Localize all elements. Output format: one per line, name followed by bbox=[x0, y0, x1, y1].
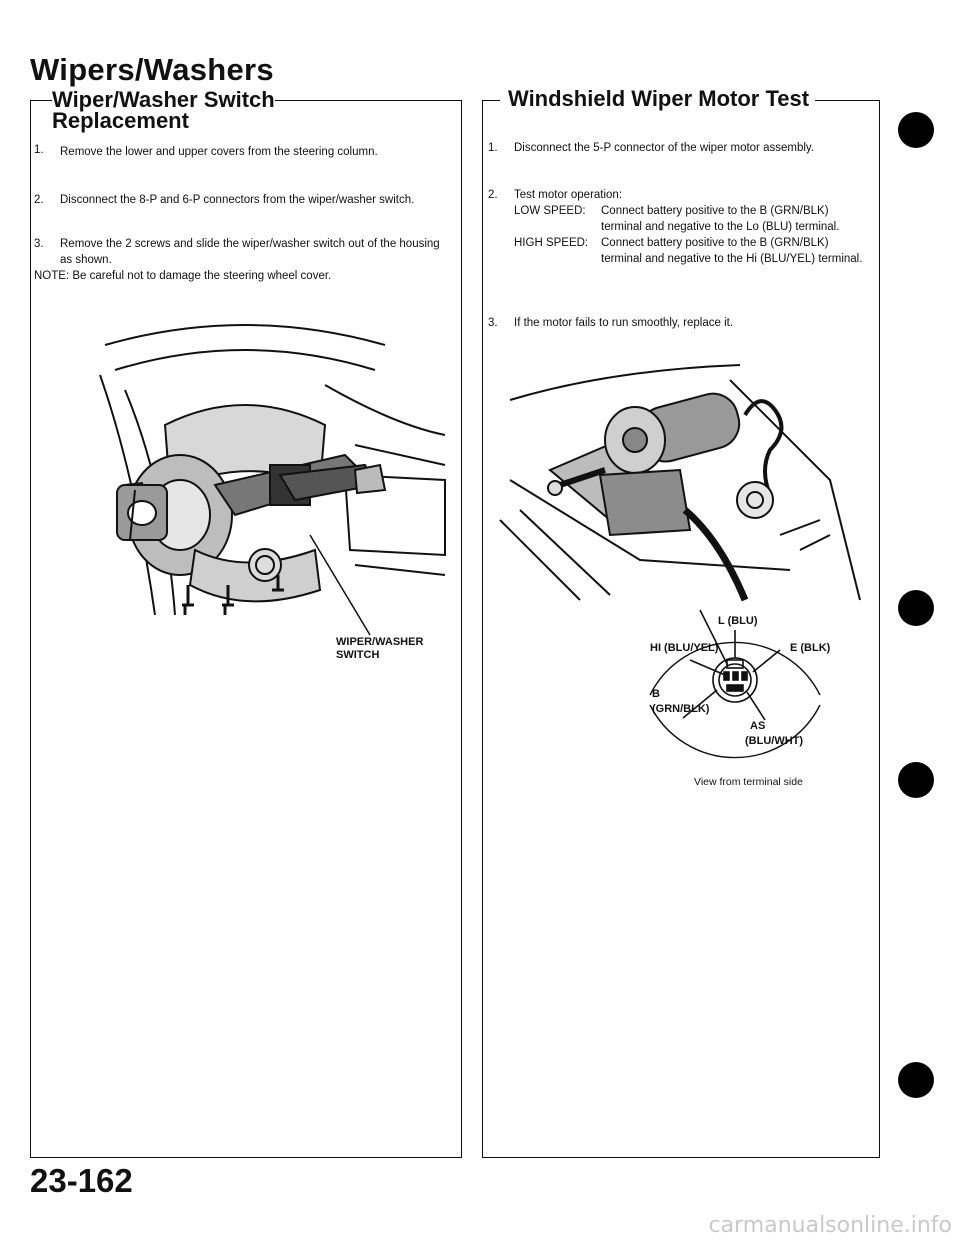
left-step-1 bbox=[34, 142, 449, 162]
step-number: 1. bbox=[34, 144, 44, 156]
high-speed-label: HIGH SPEED: bbox=[514, 237, 589, 249]
left-section-title-line1: Wiper/Washer Switch bbox=[52, 87, 275, 112]
page-number: 23-162 bbox=[30, 1162, 133, 1199]
left-step-3 bbox=[34, 236, 449, 268]
connector-caption: View from terminal side bbox=[694, 776, 803, 788]
left-step-2 bbox=[34, 192, 449, 208]
right-section-title: Windshield Wiper Motor Test bbox=[500, 88, 815, 109]
binding-hole-dot bbox=[898, 762, 934, 798]
right-title-rule bbox=[482, 100, 500, 101]
terminal-e-label: E (BLK) bbox=[790, 642, 831, 654]
step-text: If the motor fails to run smoothly, replace it. bbox=[514, 317, 734, 329]
terminal-hi-label: HI (BLU/YEL) bbox=[650, 642, 719, 654]
left-note: NOTE: Be careful not to damage the steering wheel cover. bbox=[34, 270, 332, 282]
step-number: 2. bbox=[488, 189, 498, 201]
figure-label-line2: SWITCH bbox=[336, 649, 380, 661]
high-speed-text: Connect battery positive to the B (GRN/BLK) terminal and negative to the Hi (BLU/YEL) terminal. bbox=[601, 237, 863, 265]
left-title-rule bbox=[30, 100, 48, 101]
connector-terminal-diagram bbox=[575, 600, 875, 800]
step-text: Disconnect the 5-P connector of the wiper motor assembly. bbox=[514, 142, 814, 154]
terminal-b-label: B bbox=[652, 688, 660, 700]
binding-hole-dot bbox=[898, 590, 934, 626]
step-number: 3. bbox=[34, 238, 44, 250]
step-number: 2. bbox=[34, 194, 44, 206]
figure-label-line1: WIPER/WASHER bbox=[336, 636, 424, 648]
high-speed-row bbox=[514, 235, 863, 267]
step-number: 3. bbox=[488, 317, 498, 329]
right-step-1 bbox=[488, 140, 863, 156]
right-step-3 bbox=[488, 315, 863, 331]
low-speed-label: LOW SPEED: bbox=[514, 205, 586, 217]
steering-column-illustration bbox=[95, 315, 455, 645]
left-title-rule-right bbox=[325, 100, 462, 101]
left-section-title bbox=[52, 89, 275, 131]
terminal-b-color-label: (GRN/BLK) bbox=[652, 703, 710, 715]
low-speed-row bbox=[514, 203, 863, 235]
terminal-as-label: AS bbox=[750, 720, 766, 732]
left-section-title-line2: Replacement bbox=[52, 108, 189, 133]
step-text: Disconnect the 8-P and 6-P connectors from the wiper/washer switch. bbox=[60, 194, 415, 206]
right-step-2 bbox=[488, 187, 863, 267]
step-number: 1. bbox=[488, 142, 498, 154]
step-text: Remove the lower and upper covers from the steering column. bbox=[60, 146, 378, 158]
low-speed-text: Connect battery positive to the B (GRN/BLK) terminal and negative to the Lo (BLU) terminal. bbox=[601, 205, 840, 233]
terminal-as-color-label: (BLU/WHT) bbox=[745, 735, 804, 747]
watermark: carmanualsonline.info bbox=[708, 1213, 952, 1238]
wiper-motor-illustration bbox=[490, 360, 875, 610]
binding-hole-dot bbox=[898, 1062, 934, 1098]
terminal-l-label: L (BLU) bbox=[718, 615, 758, 627]
page-title: Wipers/Washers bbox=[30, 52, 274, 87]
binding-hole-dot bbox=[898, 112, 934, 148]
wiper-washer-switch-label bbox=[336, 636, 423, 662]
step-text: Remove the 2 screws and slide the wiper/washer switch out of the housing as shown. bbox=[60, 238, 440, 266]
step-2-intro: Test motor operation: bbox=[514, 189, 623, 201]
